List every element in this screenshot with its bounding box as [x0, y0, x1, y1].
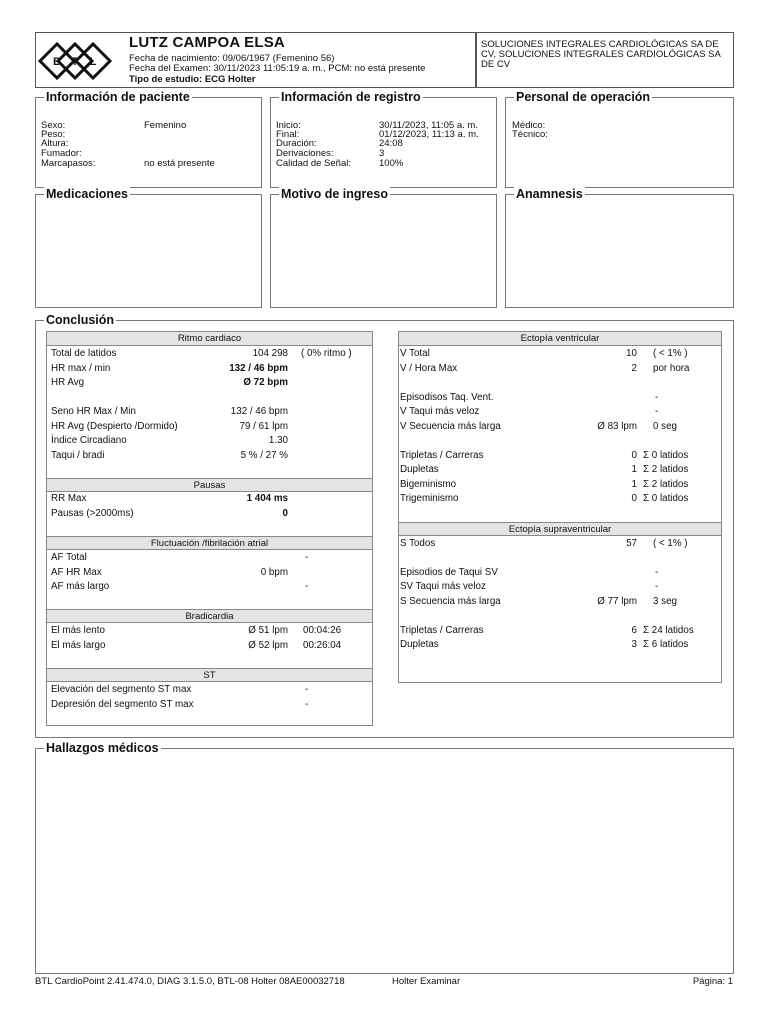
total-beats-label: Total de latidos	[51, 348, 117, 359]
technician-label: Técnico:	[512, 129, 548, 140]
af-longest-value: -	[305, 581, 309, 592]
slowest-label: El más lento	[51, 625, 105, 636]
hr-maxmin-value: 132 / 46 bpm	[229, 362, 288, 374]
signal-quality-value: 100%	[379, 158, 404, 169]
af-total-label: AF Total	[51, 552, 87, 563]
svt-episodes-value: -	[655, 566, 659, 578]
table-row	[47, 420, 372, 435]
v-couplets-label: Dupletas	[400, 464, 439, 475]
v-total-percent: ( < 1% )	[653, 348, 688, 359]
s-triplets-value: 6	[631, 624, 637, 636]
s-total-value: 57	[626, 537, 637, 549]
rr-max-label: RR Max	[51, 493, 87, 504]
af-total-value: -	[305, 552, 309, 563]
st-elevation-label: Elevación del segmento ST max	[51, 684, 192, 695]
company-name: SOLUCIONES INTEGRALES CARDIOLÓGICAS SA DE CV, SOLUCIONES INTEGRALES CARDIOLÓGICAS SA DE CV	[481, 39, 721, 70]
record-info-panel	[270, 90, 497, 188]
table-row	[47, 507, 372, 522]
pauses-header: Pausas	[47, 478, 372, 492]
st-header: ST	[47, 668, 372, 682]
pauses-label: Pausas (>2000ms)	[51, 508, 134, 519]
duration-label: Duración:	[276, 138, 317, 149]
end-label: Final:	[276, 129, 300, 140]
table-row	[47, 376, 372, 391]
hr-maxmin-label: HR max / min	[51, 362, 111, 374]
v-hour-max-value: 2	[631, 362, 637, 374]
v-hour-max-label: V / Hora Max	[400, 362, 458, 374]
af-hr-max-value: 0 bpm	[260, 566, 288, 578]
v-fastest-value: -	[655, 406, 659, 417]
leads-value: 3	[379, 148, 385, 159]
slowest-time: 00:04:26	[303, 625, 342, 636]
v-hour-max-unit: por hora	[653, 362, 690, 374]
btl-logo-icon	[38, 42, 112, 80]
svg-text:T: T	[71, 56, 79, 68]
longest-time: 00:26:04	[303, 639, 342, 651]
s-longest-seq-duration: 3 seg	[653, 595, 677, 607]
rr-max-value: 1 404 ms	[246, 493, 288, 504]
pacemaker-value: no está presente	[144, 158, 215, 169]
s-total-percent: ( < 1% )	[653, 537, 688, 549]
findings-panel	[35, 741, 734, 974]
v-couplets-sum: Σ 2 latidos	[643, 464, 689, 475]
table-row	[399, 449, 721, 464]
st-depression-label: Depresión del segmento ST max	[51, 698, 194, 710]
s-couplets-label: Dupletas	[400, 639, 439, 650]
af-hr-max-label: AF HR Max	[51, 566, 102, 578]
af-header: Fluctuación /fibrilación atrial	[47, 536, 372, 550]
st-elevation-value: -	[305, 684, 309, 695]
trigeminy-label: Trigeminismo	[400, 493, 459, 504]
start-label: Inicio:	[276, 120, 301, 131]
bigeminy-value: 1	[631, 478, 637, 490]
s-longest-seq-label: S Secuencia más larga	[400, 595, 501, 607]
st-depression-value: -	[305, 698, 309, 710]
hr-avg-awake-asleep-value: 79 / 61 lpm	[239, 420, 288, 432]
table-row	[399, 391, 721, 406]
s-couplets-sum: Σ 6 latidos	[643, 639, 689, 650]
table-row	[47, 449, 372, 464]
doctor-label: Médico:	[512, 120, 546, 131]
exam-date-line: Fecha del Examen: 30/11/2023 11:05:19 a. m., PCM: no está presente	[129, 63, 426, 74]
table-row	[399, 492, 721, 507]
table-row	[399, 595, 721, 610]
table-row	[399, 463, 721, 478]
patient-info-panel	[35, 90, 262, 188]
trigeminy-sum: Σ 0 latidos	[643, 493, 689, 504]
staff-panel	[505, 90, 734, 188]
hr-avg-awake-asleep-label: HR Avg (Despierto /Dormido)	[51, 420, 178, 432]
leads-label: Derivaciones:	[276, 148, 334, 159]
table-row	[399, 478, 721, 493]
svg-text:L: L	[89, 56, 97, 68]
longest-value: Ø 52 lpm	[248, 639, 288, 651]
weight-label: Peso:	[41, 129, 66, 140]
table-row	[47, 551, 372, 566]
heart-rhythm-header: Ritmo cardiaco	[47, 332, 372, 346]
v-total-label: V Total	[400, 348, 430, 359]
ventricular-header: Ectopía ventricular	[399, 332, 721, 346]
vt-episodes-value: -	[655, 391, 659, 403]
v-fastest-label: V Taqui más veloz	[400, 406, 480, 417]
sex-value: Femenino	[144, 120, 187, 131]
findings-title: Hallazgos médicos	[46, 741, 159, 755]
table-row	[47, 698, 372, 713]
table-row	[47, 492, 372, 507]
end-value: 01/12/2023, 11:13 a. m.	[379, 129, 479, 140]
study-type-line: Tipo de estudio: ECG Holter	[129, 74, 256, 85]
v-total-value: 10	[626, 348, 637, 359]
duration-value: 24:08	[379, 138, 403, 149]
table-row	[399, 580, 721, 595]
svt-episodes-label: Episodios de Taqui SV	[400, 566, 498, 578]
v-longest-seq-duration: 0 seg	[653, 420, 677, 432]
v-triplets-value: 0	[631, 449, 637, 461]
table-row	[399, 638, 721, 653]
patient-name: LUTZ CAMPOA ELSA	[129, 34, 285, 51]
s-triplets-sum: Σ 24 latidos	[643, 624, 694, 636]
s-total-label: S Todos	[400, 537, 436, 549]
hr-avg-value: Ø 72 bpm	[243, 377, 288, 388]
right-summary-table	[398, 331, 722, 683]
staff-title: Personal de operación	[516, 90, 651, 104]
table-row	[47, 347, 372, 362]
conclusion-title: Conclusión	[46, 313, 115, 327]
svg-text:B: B	[53, 56, 61, 68]
table-row	[399, 420, 721, 435]
anamnesis-title: Anamnesis	[516, 187, 583, 201]
footer-page: Página: 1	[692, 976, 733, 987]
svt-fastest-label: SV Taqui más veloz	[400, 581, 486, 592]
total-beats-value: 104 298	[252, 348, 288, 359]
table-row	[47, 405, 372, 420]
table-row	[47, 566, 372, 581]
table-row	[47, 683, 372, 698]
footer-mode: Holter Examinar	[392, 976, 461, 987]
table-row	[399, 624, 721, 639]
reason-title: Motivo de ingreso	[281, 187, 388, 201]
anamnesis-panel	[505, 187, 734, 308]
reason-panel	[270, 187, 497, 308]
v-couplets-value: 1	[631, 464, 637, 475]
total-beats-rhythm: ( 0% ritmo )	[301, 348, 352, 359]
footer-software: BTL CardioPoint 2.41.474.0, DIAG 3.1.5.0, BTL-08 Holter 08AE00032718	[35, 976, 345, 987]
table-row	[399, 566, 721, 581]
v-longest-seq-value: Ø 83 lpm	[597, 420, 637, 432]
medications-panel	[35, 187, 262, 308]
table-row	[47, 434, 372, 449]
v-triplets-label: Tripletas / Carreras	[400, 449, 484, 461]
sinus-hr-label: Seno HR Max / Min	[51, 406, 136, 417]
brady-header: Bradicardia	[47, 609, 372, 623]
conclusion-panel	[35, 313, 734, 738]
table-row	[47, 639, 372, 654]
table-row	[47, 580, 372, 595]
sex-label: Sexo:	[41, 120, 66, 131]
table-row	[399, 362, 721, 377]
table-row	[399, 405, 721, 420]
supraventricular-header: Ectopía supraventricular	[399, 522, 721, 536]
v-longest-seq-label: V Secuencia más larga	[400, 420, 501, 432]
svt-fastest-value: -	[655, 581, 659, 592]
trigeminy-value: 0	[631, 493, 637, 504]
slowest-value: Ø 51 lpm	[248, 625, 288, 636]
start-value: 30/11/2023, 11:05 a. m.	[379, 120, 478, 131]
table-row	[47, 362, 372, 377]
sinus-hr-value: 132 / 46 bpm	[230, 406, 288, 417]
height-label: Altura:	[41, 138, 69, 149]
circadian-index-value: 1.30	[268, 435, 288, 446]
tachy-brady-label: Taqui / bradi	[51, 449, 105, 461]
bigeminy-sum: Σ 2 latidos	[643, 478, 689, 490]
vt-episodes-label: Episodisos Taq. Vent.	[400, 391, 494, 403]
tachy-brady-value: 5 % / 27 %	[240, 449, 288, 461]
birth-date-line: Fecha de nacimiento: 09/06/1967 (Femenino 56)	[129, 53, 335, 64]
v-triplets-sum: Σ 0 latidos	[643, 449, 689, 461]
hr-avg-label: HR Avg	[51, 377, 85, 388]
af-longest-label: AF más largo	[51, 581, 110, 592]
patient-info-title: Información de paciente	[46, 90, 190, 104]
table-row	[399, 537, 721, 552]
pauses-value: 0	[282, 508, 288, 519]
signal-quality-label: Calidad de Señal:	[276, 158, 351, 169]
smoker-label: Fumador:	[41, 148, 82, 159]
record-info-title: Información de registro	[281, 90, 421, 104]
pacemaker-label: Marcapasos:	[41, 158, 96, 169]
s-longest-seq-value: Ø 77 lpm	[597, 595, 637, 607]
s-couplets-value: 3	[631, 639, 637, 650]
bigeminy-label: Bigeminismo	[400, 478, 457, 490]
table-row	[399, 347, 721, 362]
table-row	[47, 624, 372, 639]
left-summary-table	[46, 331, 373, 726]
circadian-index-label: Índice Circadiano	[51, 435, 127, 446]
longest-label: El más largo	[51, 639, 106, 651]
s-triplets-label: Tripletas / Carreras	[400, 624, 484, 636]
medications-title: Medicaciones	[46, 187, 128, 201]
